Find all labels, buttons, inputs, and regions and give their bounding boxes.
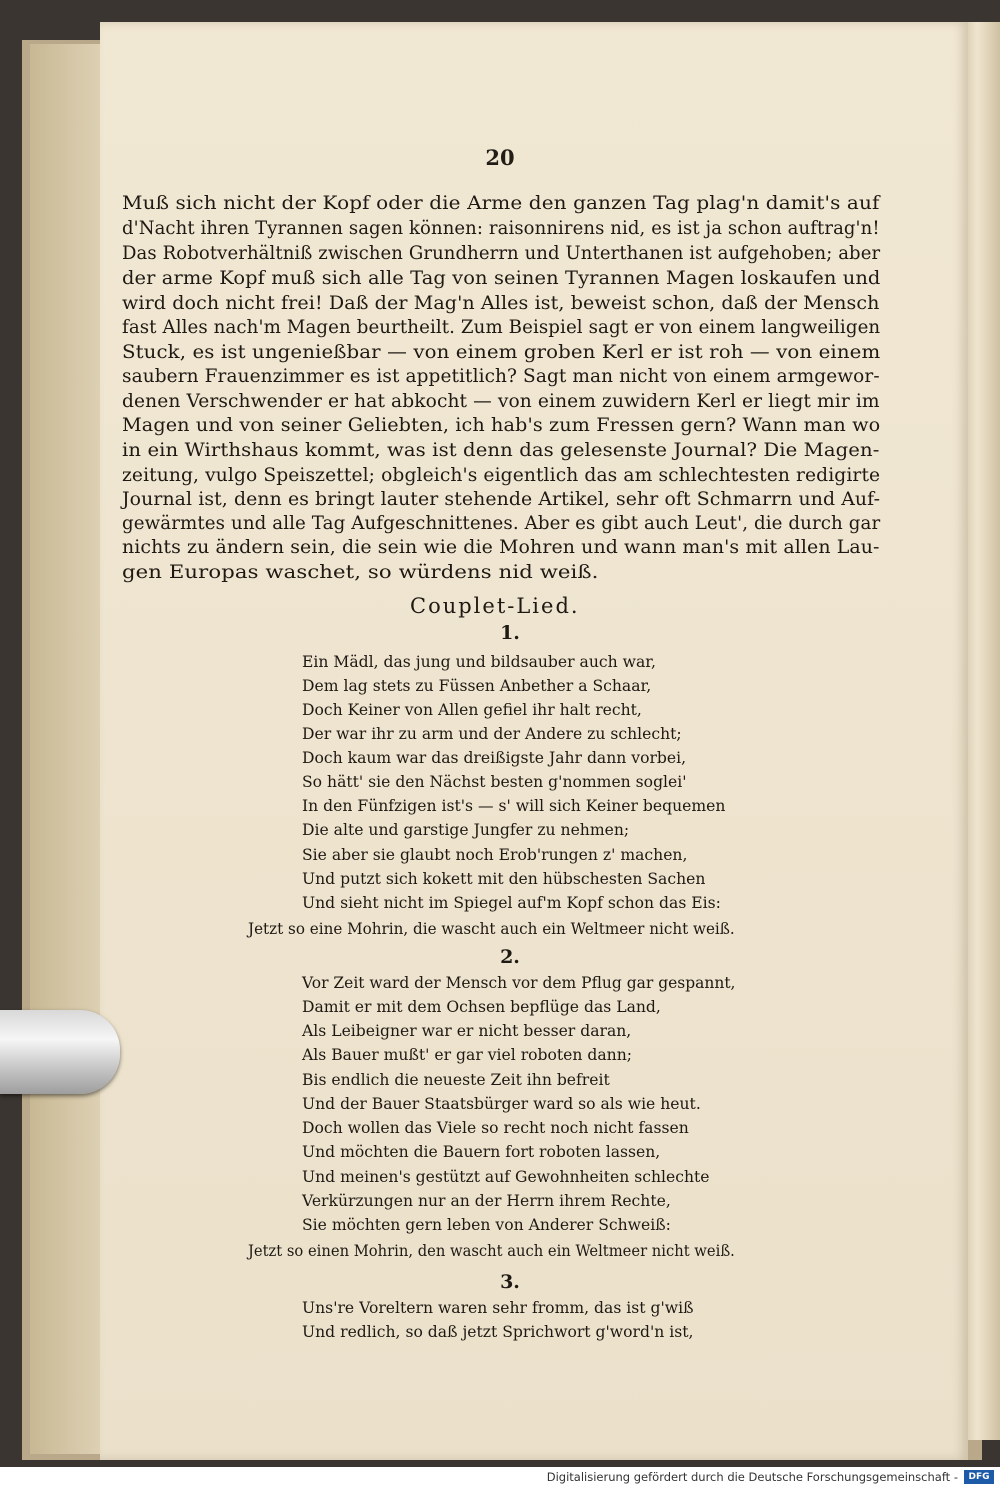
prose-line: saubern Frauenzimmer es ist appetitlich? Sagt man nicht von einem armgewor- <box>122 366 880 387</box>
prose-line: Muß sich nicht der Kopf oder die Arme den ganzen Tag plag'n damit's auf <box>122 193 880 214</box>
prose-line: wird doch nicht frei! Daß der Mag'n Alles ist, beweist schon, daß der Mensch <box>122 293 880 314</box>
verse-line: Uns're Voreltern waren sehr fromm, das ist g'wiß <box>302 1299 694 1317</box>
couplet-heading: Couplet-Lied. <box>410 594 580 618</box>
verse-line: Bis endlich die neueste Zeit ihn befreit <box>302 1071 610 1089</box>
page-clip <box>0 1010 120 1094</box>
prose-line: denen Verschwender er hat abkocht — von einem zuwidern Kerl er liegt mir im <box>122 391 880 412</box>
prose-line: zeitung, vulgo Speiszettel; obgleich's eigentlich das am schlechtesten redigirte <box>122 465 881 486</box>
verse-line: Und meinen's gestützt auf Gewohnheiten schlechte <box>302 1168 710 1186</box>
verse-line: Doch kaum war das dreißigste Jahr dann vorbei, <box>302 749 687 767</box>
verse-line: Ein Mädl, das jung und bildsauber auch war, <box>302 653 656 671</box>
verse-line: Und putzt sich kokett mit den hübschesten Sachen <box>302 870 706 888</box>
prose-line: gen Europas waschet, so würdens nid weiß. <box>122 562 599 583</box>
verse-line: Die alte und garstige Jungfer zu nehmen; <box>302 821 630 839</box>
refrain-line: Jetzt so einen Mohrin, den wascht auch ein Weltmeer nicht weiß. <box>248 1242 735 1260</box>
verse-line: Und möchten die Bauern fort roboten lassen, <box>302 1143 661 1161</box>
verse-line: Doch wollen das Viele so recht noch nicht fassen <box>302 1119 689 1137</box>
prose-line: Magen und von seiner Geliebten, ich hab's zum Fressen gern? Wann man wo <box>122 415 881 436</box>
verse-line: Und der Bauer Staatsbürger ward so als wie heut. <box>302 1095 701 1113</box>
stanza-number: 3. <box>500 1271 520 1293</box>
verse-line: Sie möchten gern leben von Anderer Schweiß: <box>302 1216 671 1234</box>
stanza-number: 2. <box>500 946 520 968</box>
verse-line: Der war ihr zu arm und der Andere zu schlecht; <box>302 725 682 743</box>
verse-line: Damit er mit dem Ochsen bepflüge das Land, <box>302 998 661 1016</box>
verse-line: Vor Zeit ward der Mensch vor dem Pflug gar gespannt, <box>302 974 736 992</box>
prose-line: gewärmtes und alle Tag Aufgeschnittenes. Aber es gibt auch Leut', die durch gar <box>122 513 881 534</box>
prose-line: Stuck, es ist ungenießbar — von einem groben Kerl er ist roh — von einem <box>122 342 881 363</box>
refrain-line: Jetzt so eine Mohrin, die wascht auch ein Weltmeer nicht weiß. <box>248 920 735 938</box>
dfg-logo-icon: DFG <box>964 1470 994 1484</box>
book-inner-margin <box>30 44 100 1454</box>
prose-line: Das Robotverhältniß zwischen Grundherrn und Unterthanen ist aufgehoben; aber <box>122 243 881 264</box>
verse-line: Als Bauer mußt' er gar viel roboten dann; <box>302 1046 633 1064</box>
footer-bar <box>0 1467 1000 1489</box>
verse-line: Verkürzungen nur an der Herrn ihrem Rechte, <box>302 1192 671 1210</box>
verse-line: Und sieht nicht im Spiegel auf'm Kopf schon das Eis: <box>302 894 721 912</box>
prose-line: nichts zu ändern sein, die sein wie die Mohren und wann man's mit allen Lau- <box>122 537 880 558</box>
verse-line: Und redlich, so daß jetzt Sprichwort g'word'n ist, <box>302 1323 694 1341</box>
verse-line: Dem lag stets zu Füssen Anbether a Schaar, <box>302 677 652 695</box>
page-number: 20 <box>485 145 515 170</box>
prose-line: Journal ist, denn es bringt lauter stehende Artikel, sehr oft Schmarrn und Auf- <box>122 489 881 510</box>
verse-line: So hätt' sie den Nächst besten g'nommen soglei' <box>302 773 687 791</box>
verse-line: Doch Keiner von Allen gefiel ihr halt recht, <box>302 701 642 719</box>
prose-line: in ein Wirthshaus kommt, was ist denn das gelesenste Journal? Die Magen- <box>122 440 880 461</box>
prose-line: der arme Kopf muß sich alle Tag von seinen Tyrannen Magen loskaufen und <box>122 268 881 289</box>
prose-line: fast Alles nach'm Magen beurtheilt. Zum Beispiel sagt er von einem langweiligen <box>122 317 881 338</box>
digitization-credit: Digitalisierung gefördert durch die Deutsche Forschungsgemeinschaft - <box>546 1470 958 1484</box>
stanza-number: 1. <box>500 622 520 644</box>
verse-line: In den Fünfzigen ist's — s' will sich Keiner bequemen <box>302 797 726 815</box>
verse-line: Als Leibeigner war er nicht besser daran, <box>302 1022 632 1040</box>
verse-line: Sie aber sie glaubt noch Erob'rungen z' machen, <box>302 846 688 864</box>
prose-line: d'Nacht ihren Tyrannen sagen können: raisonnirens nid, es ist ja schon auftrag'n! <box>122 218 880 239</box>
